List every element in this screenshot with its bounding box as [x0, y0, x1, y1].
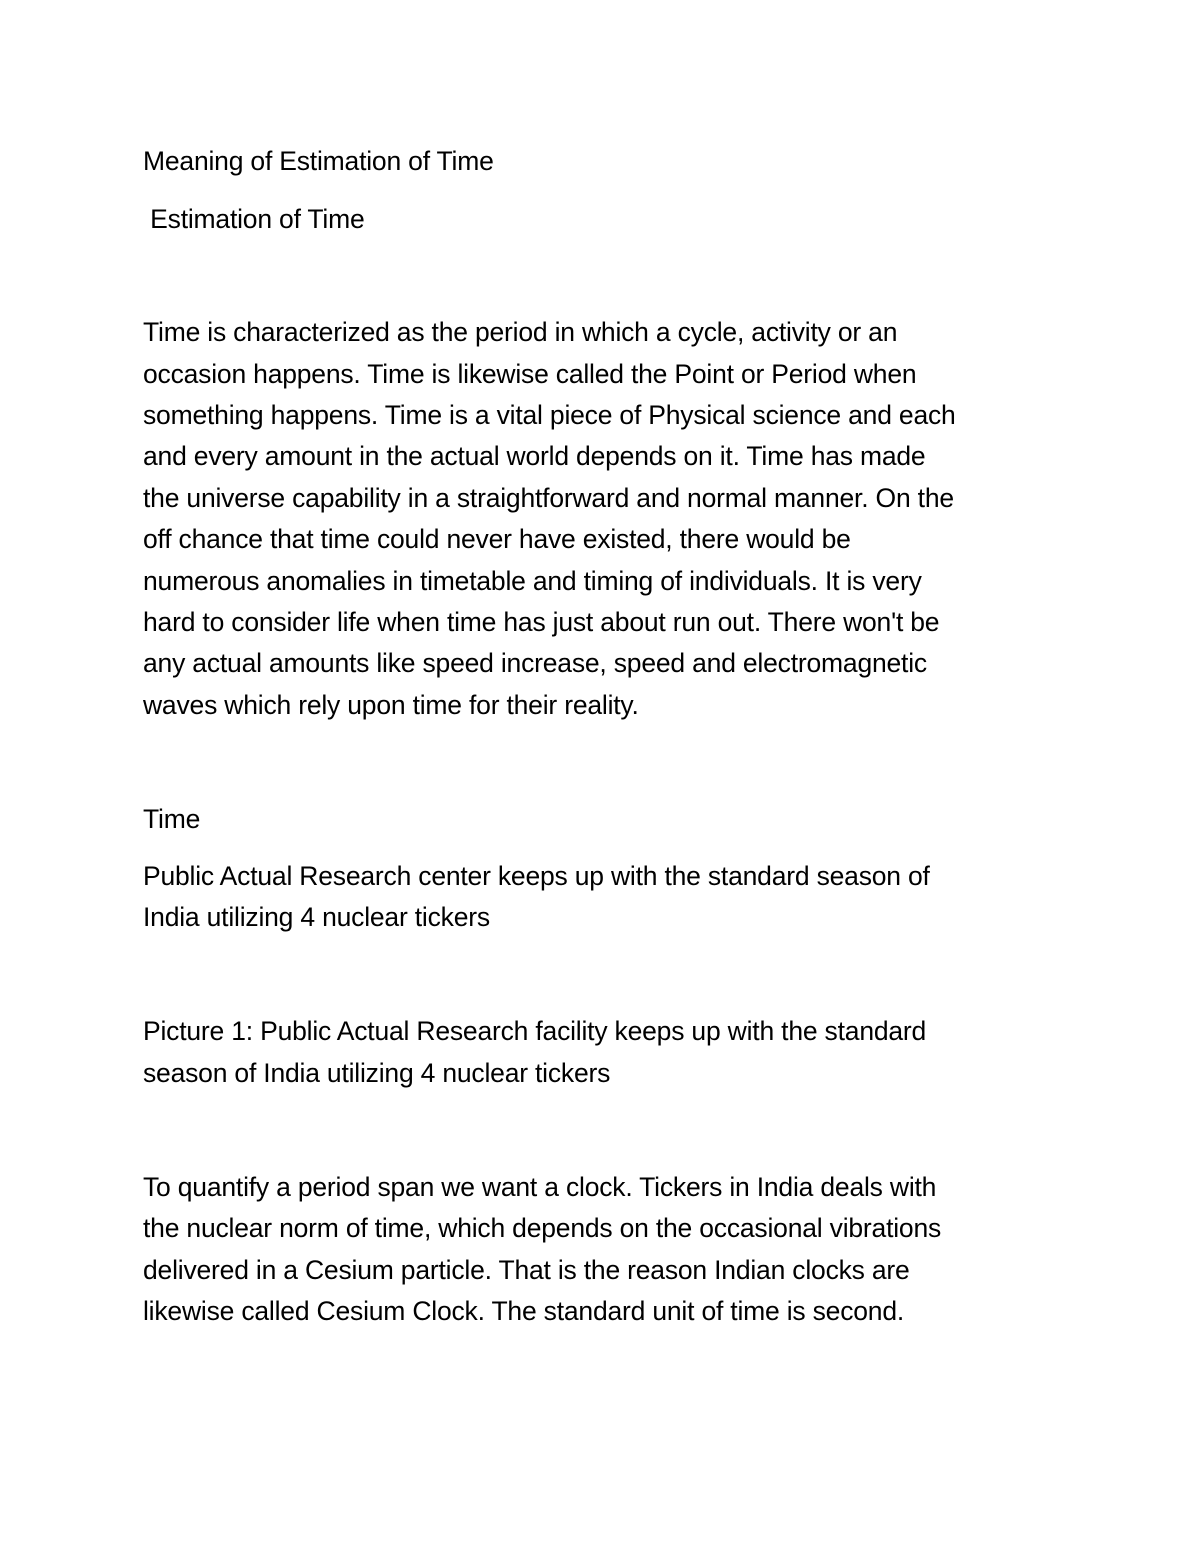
caption-line: Picture 1: Public Actual Research facility keeps up with the standard [143, 1016, 927, 1046]
paragraph-line: delivered in a Cesium particle. That is the reason Indian clocks are [143, 1255, 910, 1285]
paragraph-line: off chance that time could never have existed, there would be [143, 524, 851, 554]
paragraph-line: Time is characterized as the period in which a cycle, activity or an [143, 317, 898, 347]
paragraph-line: the nuclear norm of time, which depends on the occasional vibrations [143, 1213, 942, 1243]
paragraph-line: and every amount in the actual world depends on it. Time has made [143, 441, 926, 471]
section-heading: Time [143, 804, 201, 834]
paragraph-line: likewise called Cesium Clock. The standard unit of time is second. [143, 1296, 905, 1326]
caption-line: season of India utilizing 4 nuclear tickers [143, 1058, 611, 1088]
paragraph-line: Public Actual Research center keeps up with the standard season of [143, 861, 930, 891]
paragraph-line: waves which rely upon time for their reality. [143, 690, 639, 720]
paragraph-line: To quantify a period span we want a clock. Tickers in India deals with [143, 1172, 937, 1202]
document-title: Meaning of Estimation of Time [143, 146, 494, 176]
paragraph-line: any actual amounts like speed increase, speed and electromagnetic [143, 648, 927, 678]
paragraph-line: occasion happens. Time is likewise called the Point or Period when [143, 359, 917, 389]
paragraph-line: something happens. Time is a vital piece of Physical science and each [143, 400, 956, 430]
paragraph-line: India utilizing 4 nuclear tickers [143, 902, 490, 932]
paragraph-line: hard to consider life when time has just about run out. There won't be [143, 607, 940, 637]
document-subtitle: Estimation of Time [143, 204, 365, 234]
paragraph-line: the universe capability in a straightforward and normal manner. On the [143, 483, 954, 513]
paragraph-line: numerous anomalies in timetable and timing of individuals. It is very [143, 566, 922, 596]
